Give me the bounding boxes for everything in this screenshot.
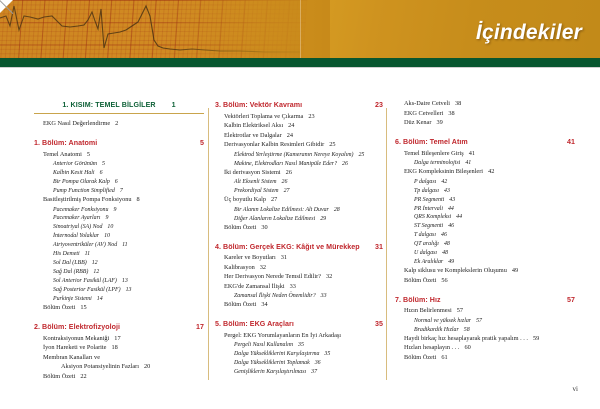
toc-entry-label: Kalbin Elektriksel Aksı: [224, 122, 284, 130]
toc-entry-label: Sinoatriyal (SA) Nod: [53, 224, 103, 231]
chapter-heading-label: 6. Bölüm: Temel Atım: [395, 138, 468, 146]
toc-entry[interactable]: [395, 196, 575, 204]
toc-entry[interactable]: [395, 267, 575, 276]
chapter-heading[interactable]: [34, 138, 204, 148]
column-divider-1: [208, 108, 209, 380]
chapter-heading[interactable]: [395, 137, 575, 147]
toc-entry[interactable]: [215, 178, 383, 186]
toc-entry-label: QT aralığı: [414, 241, 439, 248]
toc-entry-label: Sol Anterior Fasikül (LAF): [53, 278, 117, 285]
toc-entry-page: 2: [115, 120, 119, 128]
toc-entry-page: 28: [333, 206, 340, 213]
toc-entry-label: Her Derivasyon Nerede Temsil Edilir?: [224, 273, 322, 281]
toc-entry[interactable]: [215, 341, 383, 349]
toc-entry-label: Bölüm Özeti: [404, 276, 437, 284]
toc-entry-label: Purkinje Sistemi: [53, 296, 92, 303]
chapter-heading-page: 41: [567, 138, 575, 146]
toc-entry[interactable]: [215, 332, 383, 341]
toc-entry[interactable]: [395, 307, 575, 316]
toc-entry[interactable]: [395, 150, 575, 159]
toc-entry-page: 31: [280, 254, 288, 262]
toc-column-2: [215, 100, 383, 377]
toc-entry[interactable]: [215, 301, 383, 310]
header-drop-shadow: [0, 67, 600, 68]
toc-entry-label: Elektrotlar ve Dalgalar: [224, 131, 282, 139]
toc-entry[interactable]: [395, 205, 575, 213]
toc-entry-page: 7: [119, 188, 123, 194]
toc-entry[interactable]: [34, 373, 204, 382]
toc-entry[interactable]: [215, 151, 383, 159]
part-heading[interactable]: [34, 100, 204, 113]
toc-entry-page: 33: [320, 293, 327, 300]
toc-entry-label: Atriyoventriküler (AV) Nod: [53, 242, 118, 249]
toc-entry-label: Temel Anatomi: [43, 150, 82, 158]
chapter-heading-label: 5. Bölüm: EKG Araçları: [215, 320, 294, 329]
page-number: vi: [572, 385, 578, 393]
toc-entry-label: ST Segmenti: [414, 223, 444, 230]
toc-entry-label: Dalga Yüksekliklerini Karşılaştırma: [234, 351, 320, 358]
toc-entry[interactable]: [34, 286, 204, 294]
toc-entry[interactable]: [215, 113, 383, 122]
toc-entry-label: Kalibrasyon: [224, 263, 255, 271]
toc-entry[interactable]: [215, 254, 383, 263]
toc-entry-page: 13: [121, 278, 128, 285]
toc-entry[interactable]: [215, 206, 383, 214]
toc-entry-label: Aksiyon Potansiyelinin Fazları: [61, 363, 140, 371]
toc-entry[interactable]: [395, 326, 575, 334]
toc-entry-page: 49: [448, 259, 455, 266]
toc-entry-page: 48: [443, 241, 450, 248]
toc-entry-label: Ek Aralıklar: [414, 259, 444, 266]
toc-entry[interactable]: [34, 178, 204, 186]
column-divider-2: [386, 108, 387, 380]
toc-entry-page: 8: [136, 195, 140, 203]
toc-entry-label: Kalp siklusu ve Komplekslerin Oluşumu: [404, 267, 507, 275]
toc-entry-page: 38: [448, 109, 455, 117]
chapter-heading[interactable]: [215, 242, 383, 252]
toc-entry[interactable]: [395, 213, 575, 221]
chapter-heading[interactable]: [215, 100, 383, 110]
toc-entry-label: Sol Dal (LBB): [53, 260, 87, 267]
toc-entry-label: İyon Hareketi ve Polarite: [43, 344, 107, 352]
toc-entry-page: 37: [311, 369, 318, 376]
toc-entry[interactable]: [215, 132, 383, 141]
toc-entry-page: 6: [99, 170, 103, 177]
toc-entry[interactable]: [34, 344, 204, 353]
toc-entry[interactable]: [34, 354, 204, 363]
toc-entry-page: 12: [93, 269, 100, 276]
toc-entry-page: 46: [441, 232, 447, 239]
toc-entry-page: 11: [122, 242, 128, 249]
chapter-heading-label: 3. Bölüm: Vektör Kavramı: [215, 101, 303, 109]
chapter-heading-page: 23: [375, 101, 383, 109]
toc-entry-page: 38: [455, 100, 462, 107]
toc-entry[interactable]: [395, 159, 575, 167]
toc-entry-label: Düz Kenar: [404, 119, 432, 127]
toc-entry[interactable]: [34, 363, 204, 372]
toc-entry-label: EKG Nasıl Değerlendirme: [43, 120, 111, 128]
toc-entry-label: Vektörleri Toplama ve Çıkarma: [224, 112, 304, 120]
toc-entry[interactable]: [34, 214, 204, 222]
toc-entry-page: 18: [111, 344, 118, 352]
toc-entry-label: PR İntervali: [414, 205, 443, 212]
toc-entry-page: 27: [270, 196, 278, 204]
toc-entry-page: 46: [448, 223, 455, 230]
toc-entry-label: U dalgası: [414, 250, 438, 257]
toc-entry[interactable]: [215, 359, 383, 367]
toc-entry[interactable]: [215, 292, 383, 300]
toc-entry-page: 43: [444, 187, 450, 194]
toc-entry-label: Pacemaker Fonksiyonu: [53, 206, 109, 213]
chapter-heading-page: 35: [375, 320, 383, 329]
toc-entry-label: Alt Eksenli Sistem: [234, 179, 277, 186]
toc-entry-page: 30: [261, 223, 268, 231]
toc-entry[interactable]: [395, 168, 575, 177]
toc-entry[interactable]: [395, 100, 575, 109]
chapter-heading-label: 1. Bölüm: Anatomi: [34, 139, 98, 147]
toc-entry-label: Pacemaker Ayarları: [53, 215, 101, 222]
toc-entry-page: 13: [125, 287, 132, 294]
toc-entry[interactable]: [34, 196, 204, 205]
toc-entry-page: 56: [441, 276, 448, 284]
toc-entry-label: Sağ Posterior Fasikül (LPF): [53, 287, 121, 294]
toc-entry[interactable]: [395, 344, 575, 353]
chapter-heading[interactable]: [395, 295, 575, 305]
part-heading-page: 1: [171, 101, 176, 109]
toc-entry-page: 11: [84, 251, 91, 258]
toc-entry-page: 26: [285, 168, 292, 176]
part-heading-label: 1. KISIM: TEMEL BİLGİLER: [62, 101, 156, 109]
toc-entry-label: Derivasyonlar Kalbin Resimleri Gibidir: [224, 141, 325, 149]
toc-entry-page: 27: [283, 188, 290, 195]
toc-entry-label: Kareler ve Boyutları: [224, 254, 276, 262]
toc-entry[interactable]: [34, 250, 204, 258]
toc-entry[interactable]: [395, 354, 575, 363]
chapter-heading[interactable]: [215, 319, 383, 329]
toc-entry[interactable]: [34, 304, 204, 313]
toc-entry-label: Bradikardik Hızlar: [414, 326, 459, 333]
toc-entry-label: İnternodal Yolaklar: [53, 233, 100, 240]
toc-entry[interactable]: [34, 160, 204, 168]
toc-entry-label: Hızın Belirlenmesi: [404, 307, 452, 315]
toc-entry-page: 35: [324, 351, 331, 358]
toc-entry-label: Diğer Alanların Lokalize Edilmesi: [234, 215, 316, 222]
toc-entry-page: 36: [314, 360, 321, 367]
chapter-heading[interactable]: [34, 322, 204, 332]
chapter-heading-page: 17: [196, 323, 204, 332]
toc-entry[interactable]: [395, 335, 575, 344]
toc-entry[interactable]: [215, 141, 383, 150]
toc-entry[interactable]: [215, 264, 383, 273]
page-title: İçindekiler: [475, 21, 582, 44]
header-gradient-overlay: [0, 0, 330, 58]
toc-entry[interactable]: [395, 249, 575, 257]
chapter-heading-page: 5: [200, 139, 204, 147]
toc-entry-page: 23: [308, 112, 315, 120]
toc-entry-page: 42: [441, 178, 448, 185]
toc-entry-page: 9: [113, 206, 117, 213]
chapter-heading-page: 31: [375, 242, 383, 251]
toc-entry[interactable]: [34, 259, 204, 267]
toc-entry-label: Bölüm Özeti: [43, 372, 76, 380]
toc-entry[interactable]: [395, 258, 575, 266]
toc-entry[interactable]: [395, 222, 575, 230]
toc-entry-page: 24: [286, 131, 293, 139]
toc-entry-page: 49: [511, 267, 519, 275]
toc-entry-label: Temel Bileşenlere Giriş: [404, 149, 464, 157]
toc-entry-page: 26: [281, 179, 288, 186]
toc-entry[interactable]: [215, 350, 383, 358]
toc-entry-label: QRS Kompleksi: [414, 214, 452, 221]
toc-entry[interactable]: [215, 368, 383, 376]
page-header-banner: [0, 0, 600, 68]
toc-entry-page: 25: [358, 151, 365, 158]
toc-entry[interactable]: [34, 223, 204, 231]
toc-entry[interactable]: [215, 283, 383, 292]
toc-entry-label: Makine, Elektrodları Nasıl Manipüle Eder?: [234, 160, 338, 167]
toc-entry-label: Bölüm Özeti: [43, 304, 76, 312]
toc-entry-label: Hızları hesaplayın . . .: [404, 344, 460, 352]
toc-entry-page: 15: [80, 304, 87, 312]
chapter-heading-label: 7. Bölüm: Hız: [395, 295, 441, 304]
toc-entry-label: Bölüm Özeti: [224, 301, 257, 309]
toc-entry-label: Pergel: EKG Yorumlayanların En İyi Arkadaşı: [224, 331, 342, 339]
toc-entry-label: Pergeli Nasıl Kullanalım: [234, 342, 294, 349]
toc-entry[interactable]: [34, 241, 204, 249]
toc-entry-page: 12: [91, 260, 98, 267]
toc-entry-label: Kontraksiyonun Mekaniği: [43, 334, 110, 342]
toc-entry-page: 59: [532, 334, 540, 342]
toc-entry-label: Bölüm Özeti: [224, 223, 257, 231]
toc-entry[interactable]: [215, 215, 383, 223]
toc-entry-page: 17: [114, 334, 121, 342]
toc-entry-page: 57: [476, 317, 482, 324]
toc-entry-page: 41: [468, 149, 476, 157]
toc-entry-label: EKG Kompleksinin Bileşenleri: [404, 168, 484, 176]
toc-entry-page: 39: [436, 119, 443, 127]
toc-entry[interactable]: [395, 277, 575, 286]
toc-entry-label: Dalga Yüksekliklerini Toplamak: [234, 360, 310, 367]
toc-entry-label: Bir Pompa Olarak Kalp: [53, 179, 110, 186]
toc-column-1: [34, 100, 204, 382]
toc-entry-label: Haydi birkaç hız hesaplayarak pratik yapalım . . .: [404, 334, 528, 342]
toc-entry-page: 60: [464, 344, 471, 352]
toc-entry-label: EKG Cetvelleri: [404, 109, 444, 117]
toc-entry-page: 42: [488, 168, 495, 176]
table-of-contents: [0, 100, 600, 390]
toc-entry-label: İki derivasyon Sistemi: [224, 168, 281, 176]
toc-entry-page: 48: [442, 250, 448, 257]
toc-entry-page: 35: [298, 342, 304, 349]
toc-entry-page: 32: [259, 263, 267, 271]
toc-entry[interactable]: [395, 231, 575, 239]
toc-entry-page: 32: [326, 273, 333, 281]
chapter-heading-label: 4. Bölüm: Gerçek EKG: Kâğıt ve Mürekkep: [215, 242, 360, 251]
toc-entry[interactable]: [395, 317, 575, 325]
toc-entry[interactable]: [215, 122, 383, 131]
toc-entry-label: EKG'de Zamansal İlişki: [224, 282, 285, 290]
toc-entry-label: Membran Kanalları ve: [43, 353, 100, 361]
toc-entry-label: Zamansal İlişki Neden Önemlidir?: [234, 293, 316, 300]
toc-entry-page: 24: [288, 122, 295, 130]
part-heading-rule: [34, 113, 204, 114]
toc-entry[interactable]: [34, 169, 204, 177]
toc-entry[interactable]: [34, 206, 204, 214]
toc-entry[interactable]: [215, 273, 383, 282]
toc-entry-page: 22: [80, 372, 87, 380]
toc-entry-page: 14: [96, 296, 103, 303]
toc-entry-page: 9: [105, 215, 109, 222]
toc-entry-page: 43: [449, 196, 456, 203]
toc-entry[interactable]: [395, 119, 575, 128]
toc-entry-label: Bölüm Özeti: [404, 353, 437, 361]
toc-entry-page: 44: [456, 214, 463, 221]
toc-entry[interactable]: [34, 295, 204, 303]
toc-entry[interactable]: [215, 169, 383, 178]
toc-entry[interactable]: [34, 232, 204, 240]
toc-entry[interactable]: [395, 110, 575, 119]
toc-entry-label: Normal ve yüksek hızlar: [414, 317, 472, 324]
toc-entry-page: 61: [441, 353, 448, 361]
toc-entry-page: 26: [342, 160, 348, 167]
toc-entry[interactable]: [34, 268, 204, 276]
toc-entry-label: Prekordiyal Sistem: [234, 188, 279, 195]
toc-entry-label: Pump Function Simplified: [53, 188, 115, 194]
toc-entry-label: PR Segmenti: [414, 196, 445, 203]
toc-entry-label: His Demeti: [53, 251, 80, 258]
toc-entry-label: Bir Alanın Lokalize Edilmesi: Alt Duvar: [234, 206, 329, 213]
toc-entry-page: 10: [104, 233, 110, 240]
toc-entry[interactable]: [395, 178, 575, 186]
toc-entry[interactable]: [34, 277, 204, 285]
toc-entry[interactable]: [34, 187, 204, 195]
header-green-bar: [0, 58, 600, 67]
toc-entry[interactable]: [34, 151, 204, 160]
toc-entry-label: Genişliklerin Karşılaştırılması: [234, 369, 307, 376]
toc-column-3: [395, 100, 575, 363]
toc-entry[interactable]: [395, 187, 575, 195]
toc-entry-label: Kalbin Kesit Hali: [53, 170, 95, 177]
toc-entry[interactable]: [215, 196, 383, 205]
chapter-heading-page: 57: [567, 295, 575, 304]
toc-entry-page: 5: [86, 150, 91, 158]
toc-entry-page: 41: [465, 160, 472, 167]
toc-entry-page: 20: [144, 363, 151, 371]
toc-entry[interactable]: [34, 120, 204, 129]
toc-entry-label: Dalga terminolojisi: [414, 160, 461, 167]
toc-entry-page: 5: [102, 161, 105, 168]
toc-entry-page: 25: [329, 141, 336, 149]
toc-entry-label: Elektrod Yerleştirme (Kameranın Nereye Koyalım): [234, 151, 354, 158]
toc-entry-label: Üç boyutlu Kalp: [224, 196, 266, 204]
toc-entry[interactable]: [395, 240, 575, 248]
toc-entry[interactable]: [215, 224, 383, 233]
toc-entry[interactable]: [215, 160, 383, 168]
toc-entry-page: 34: [261, 301, 268, 309]
toc-entry-page: 6: [114, 179, 118, 186]
toc-entry-label: Anterior Görünüm: [53, 161, 98, 168]
toc-entry[interactable]: [34, 335, 204, 344]
toc-entry-page: 44: [447, 205, 454, 212]
toc-entry[interactable]: [215, 187, 383, 195]
toc-entry-page: 57: [456, 307, 464, 315]
toc-entry-label: T dalgası: [414, 232, 436, 239]
toc-entry-page: 33: [289, 282, 296, 290]
toc-entry-label: Aks-Daire Cetveli: [404, 100, 450, 107]
toc-entry-label: Basitleştirilmiş Pompa Fonksiyonu: [43, 195, 132, 203]
chapter-heading-label: 2. Bölüm: Elektrofizyoloji: [34, 323, 121, 332]
toc-entry-page: 58: [463, 326, 470, 333]
toc-entry-label: Sağ Dal (RBB): [53, 269, 89, 276]
toc-entry-label: P dalgası: [414, 178, 437, 185]
toc-entry-label: Tp dalgası: [414, 187, 440, 194]
toc-entry-page: 29: [320, 215, 327, 222]
toc-entry-page: 10: [107, 224, 114, 231]
